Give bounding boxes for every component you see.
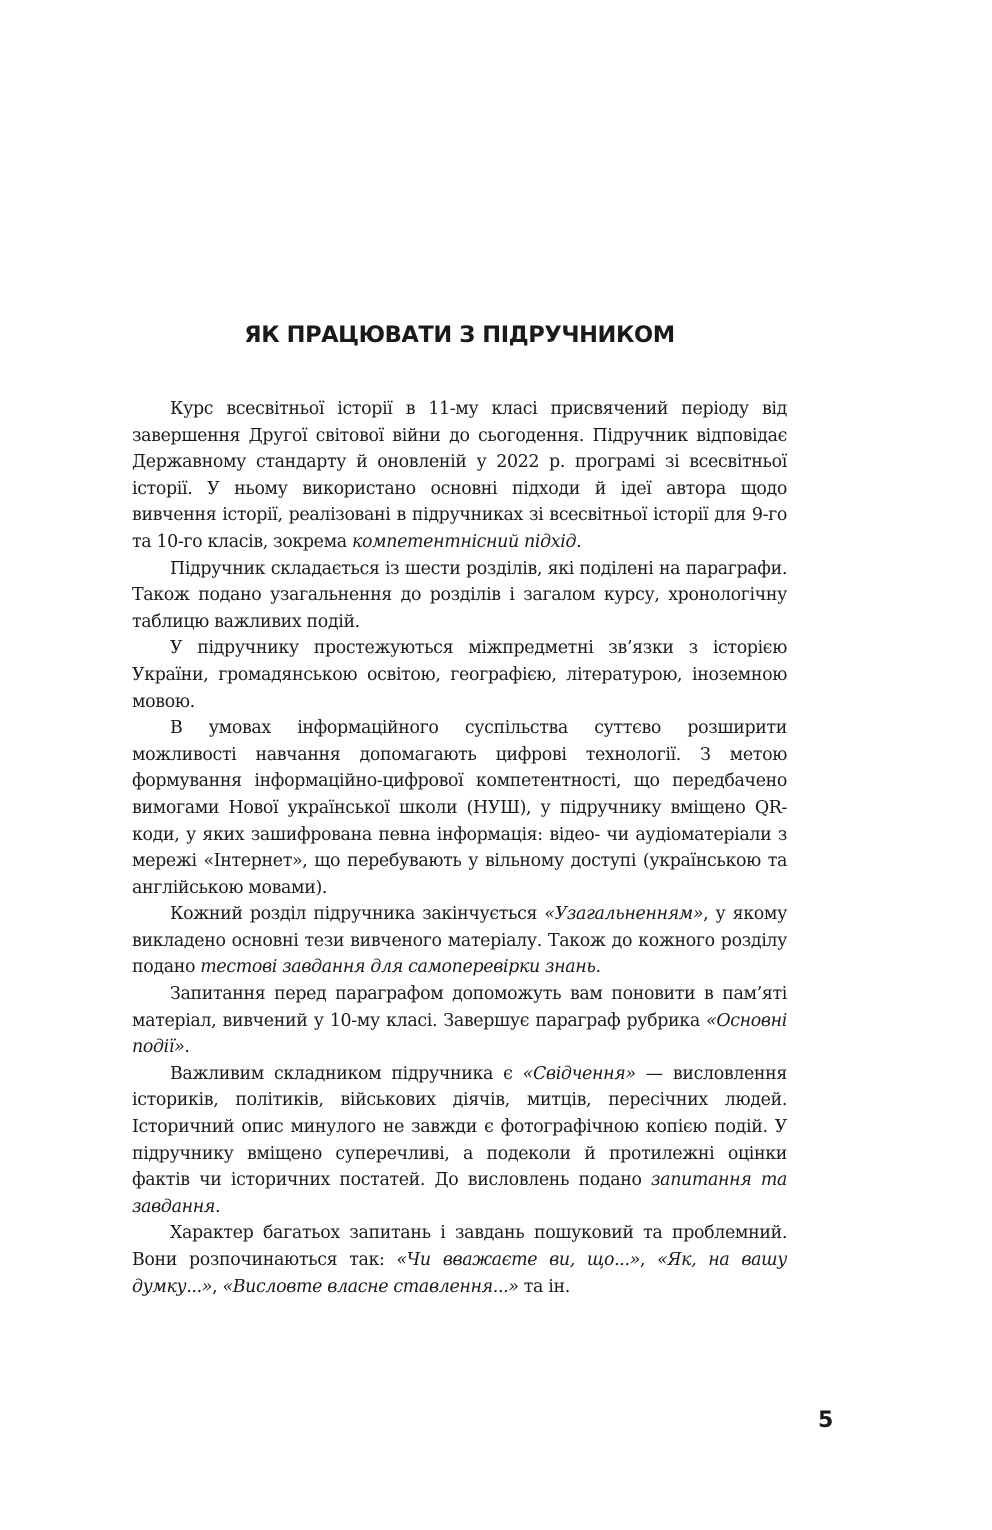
text-run: . [184, 1037, 190, 1058]
text-run: Запитання перед параграфом допоможуть вам поновити в пам’яті матеріал, вивчений у 10-му класі. Завершує параграф рубрика [132, 984, 787, 1031]
text-run: . [576, 531, 582, 552]
paragraph-4 [132, 715, 787, 901]
paragraph-5 [132, 901, 787, 981]
paragraph-1 [132, 396, 787, 556]
italic-run: компетентнісний підхід [352, 531, 577, 552]
italic-run: «Узагальненням» [544, 904, 704, 925]
italic-run: «Висловте власне ставлення...» [222, 1276, 519, 1297]
text-run: — висловлення істориків, політиків, військових діячів, митців, пересічних людей. Історичний опис минулого не завжди є фотографічною копією подій. У підручнику вміщено суперечливі, а подеколи й протилежні оцінки фактів чи історичних постатей. До висловлень подано [132, 1063, 787, 1191]
page-number: 5 [818, 1408, 834, 1433]
text-run: . [215, 1196, 221, 1217]
italic-run: запитання та завдання [132, 1170, 787, 1217]
text-run: У підручнику простежуються міжпредметні зв’язки з історією України, громадянською освітою, географією, літературою, іноземною мовою. [132, 638, 787, 712]
italic-run: «Як, на вашу думку...» [132, 1250, 787, 1297]
body-text [132, 396, 787, 1300]
text-run: Важливим складником підручника є [170, 1063, 523, 1084]
paragraph-6 [132, 981, 787, 1061]
text-run: В умовах інформаційного суспільства суттєво розширити можливості навчання допомагають цифрові технології. З метою формування інформаційно-цифрової компетентності, що передбачено вимогами Нової української школи (НУШ), у підручнику вміщено QR-коди, у яких зашифрована певна інформація: відео- чи аудіоматеріали з мережі «Інтернет», що перебувають у вільному доступі (українською та англійською мовами). [132, 718, 787, 898]
text-run: . [595, 957, 601, 978]
text-run: Підручник складається із шести розділів, які поділені на параграфи. Також подано узагальнення до розділів і загалом курсу, хронологічну таблицю важливих подій. [132, 558, 787, 632]
text-run: , у якому викладено основні тези вивченого матеріалу. Також до кожного розділу подано [132, 904, 787, 978]
text-run: Кожний розділ підручника закінчується [170, 904, 545, 925]
text-run: та ін. [518, 1276, 570, 1297]
paragraph-3 [132, 635, 787, 715]
text-run: Курс всесвітньої історії в 11-му класі присвячений періоду від завершення Другої світової війни до сьогодення. Підручник відповідає Державному стандарту й оновленій у 2022 р. програмі зі всесвітньої історії. У ньому використано основні підходи й ідеї автора щодо вивчення історії, реалізовані в підручниках зі всесвітньої історії для 9-го та 10-го класів, зокрема [132, 399, 787, 552]
italic-run: тестові завдання для самоперевірки знань [200, 957, 596, 978]
italic-run: «Основні події» [132, 1010, 787, 1058]
text-run: , [639, 1250, 658, 1270]
italic-run: «Свідчення» [522, 1063, 636, 1084]
italic-run: «Чи вважаєте ви, що...» [396, 1250, 640, 1270]
paragraph-7 [132, 1061, 787, 1221]
text-run: Характер багатьох запитань і завдань пошуковий та проблемний. Вони розпочинаються так: [132, 1223, 787, 1270]
text-run: , [212, 1276, 223, 1297]
page-title: ЯК ПРАЦЮВАТИ З ПІДРУЧНИКОМ [244, 322, 675, 348]
paragraph-8 [132, 1220, 787, 1300]
paragraph-2 [132, 556, 787, 636]
